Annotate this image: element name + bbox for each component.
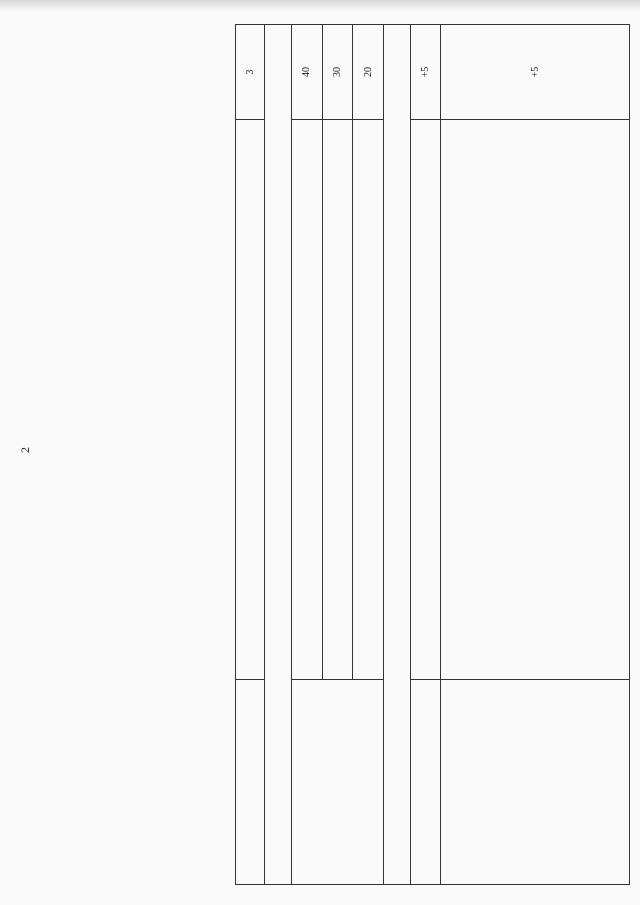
value-cell (410, 120, 441, 680)
table-row (291, 25, 322, 885)
score-cell: +5 (410, 25, 441, 120)
section-heading (265, 25, 292, 885)
value-cell (353, 120, 384, 680)
column-number-1 (236, 680, 265, 885)
score-cell: 30 (322, 25, 353, 120)
value-cell (291, 120, 322, 680)
value-cell (441, 120, 630, 680)
section-heading (384, 25, 411, 885)
criterion-cell (410, 680, 441, 885)
page-number: 2 (18, 447, 32, 453)
section-heading-row (265, 25, 292, 885)
risk-criteria-table (235, 24, 630, 885)
section-heading-row (384, 25, 411, 885)
score-cell: +5 (441, 25, 630, 120)
column-number-2 (236, 120, 265, 680)
table-row (441, 25, 630, 885)
column-number-row (236, 25, 265, 885)
criterion-cell (441, 680, 630, 885)
value-cell (322, 120, 353, 680)
score-cell: 40 (291, 25, 322, 120)
criterion-cell (291, 680, 383, 885)
column-number-3: 3 (236, 25, 265, 120)
score-cell: 20 (353, 25, 384, 120)
appendix-header (60, 60, 210, 560)
table-row (410, 25, 441, 885)
